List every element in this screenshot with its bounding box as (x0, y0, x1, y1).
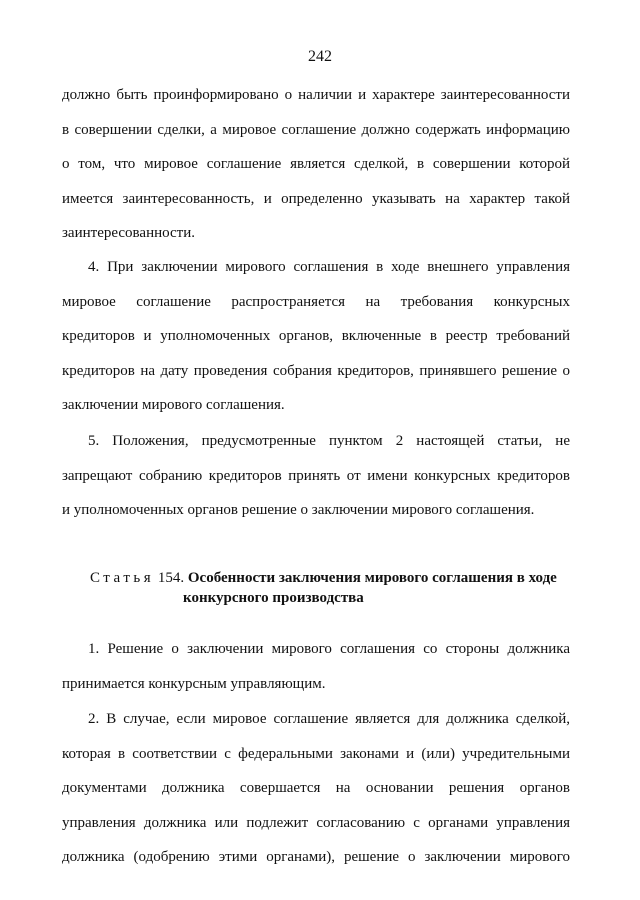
paragraph-item-5 (62, 424, 570, 528)
text-line: кредиторов на дату проведения собрания кредиторов, принявшего решение о (62, 362, 570, 379)
paragraph-item-2 (62, 702, 570, 875)
text-line: о том, что мировое соглашение является сделкой, в совершении которой (62, 156, 570, 172)
text-line: принимается конкурсным управляющим. (62, 675, 326, 692)
text-line: заинтересованности. (62, 225, 196, 241)
article-label: Статья (90, 570, 155, 586)
article-title-line1: Особенности заключения мирового соглашения в ходе (187, 570, 557, 586)
text-line: должника (одобрению этими органами), решение о заключении мирового (62, 849, 570, 865)
text-line: 5. Положения, предусмотренные пунктом 2 настоящей статьи, не (88, 433, 570, 449)
text-line: 1. Решение о заключении мирового соглашения со стороны должника (88, 641, 570, 657)
text-line: документами должника совершается на основании решения органов (62, 780, 570, 796)
text-line: управления должника или подлежит согласованию с органами управления (62, 814, 570, 831)
text-line: 2. В случае, если мировое соглашение является для должника сделкой, (88, 711, 570, 727)
text-line: и уполномоченных органов решение о заключении мирового соглашения. (62, 502, 535, 518)
paragraph-item-1 (62, 632, 570, 701)
text-line: должно быть проинформировано о наличии и характере заинтересованности (62, 87, 570, 103)
text-line: имеется заинтересованность, и определенно указывать на характер такой (62, 190, 570, 207)
text-line: которая в соответствии с федеральными законами и (или) учредительными (62, 745, 570, 762)
article-heading-line1 (90, 568, 557, 588)
text-line: мировое соглашение распространяется на требования конкурсных (62, 293, 570, 310)
text-line: запрещают собранию кредиторов принять от имени конкурсных кредиторов (62, 467, 570, 484)
article-title-line2: конкурсного производства (183, 590, 364, 606)
paragraph-continuation (62, 78, 570, 251)
page-number: 242 (308, 48, 332, 65)
paragraph-item-4 (62, 250, 570, 423)
text-line: кредиторов и уполномоченных органов, включенные в реестр требований (62, 328, 570, 344)
text-line: заключении мирового соглашения. (62, 397, 285, 413)
text-line: в совершении сделки, а мировое соглашение должно содержать информацию (62, 121, 570, 138)
text-line: 4. При заключении мирового соглашения в ходе внешнего управления (88, 259, 570, 275)
article-number: 154. (157, 570, 185, 586)
